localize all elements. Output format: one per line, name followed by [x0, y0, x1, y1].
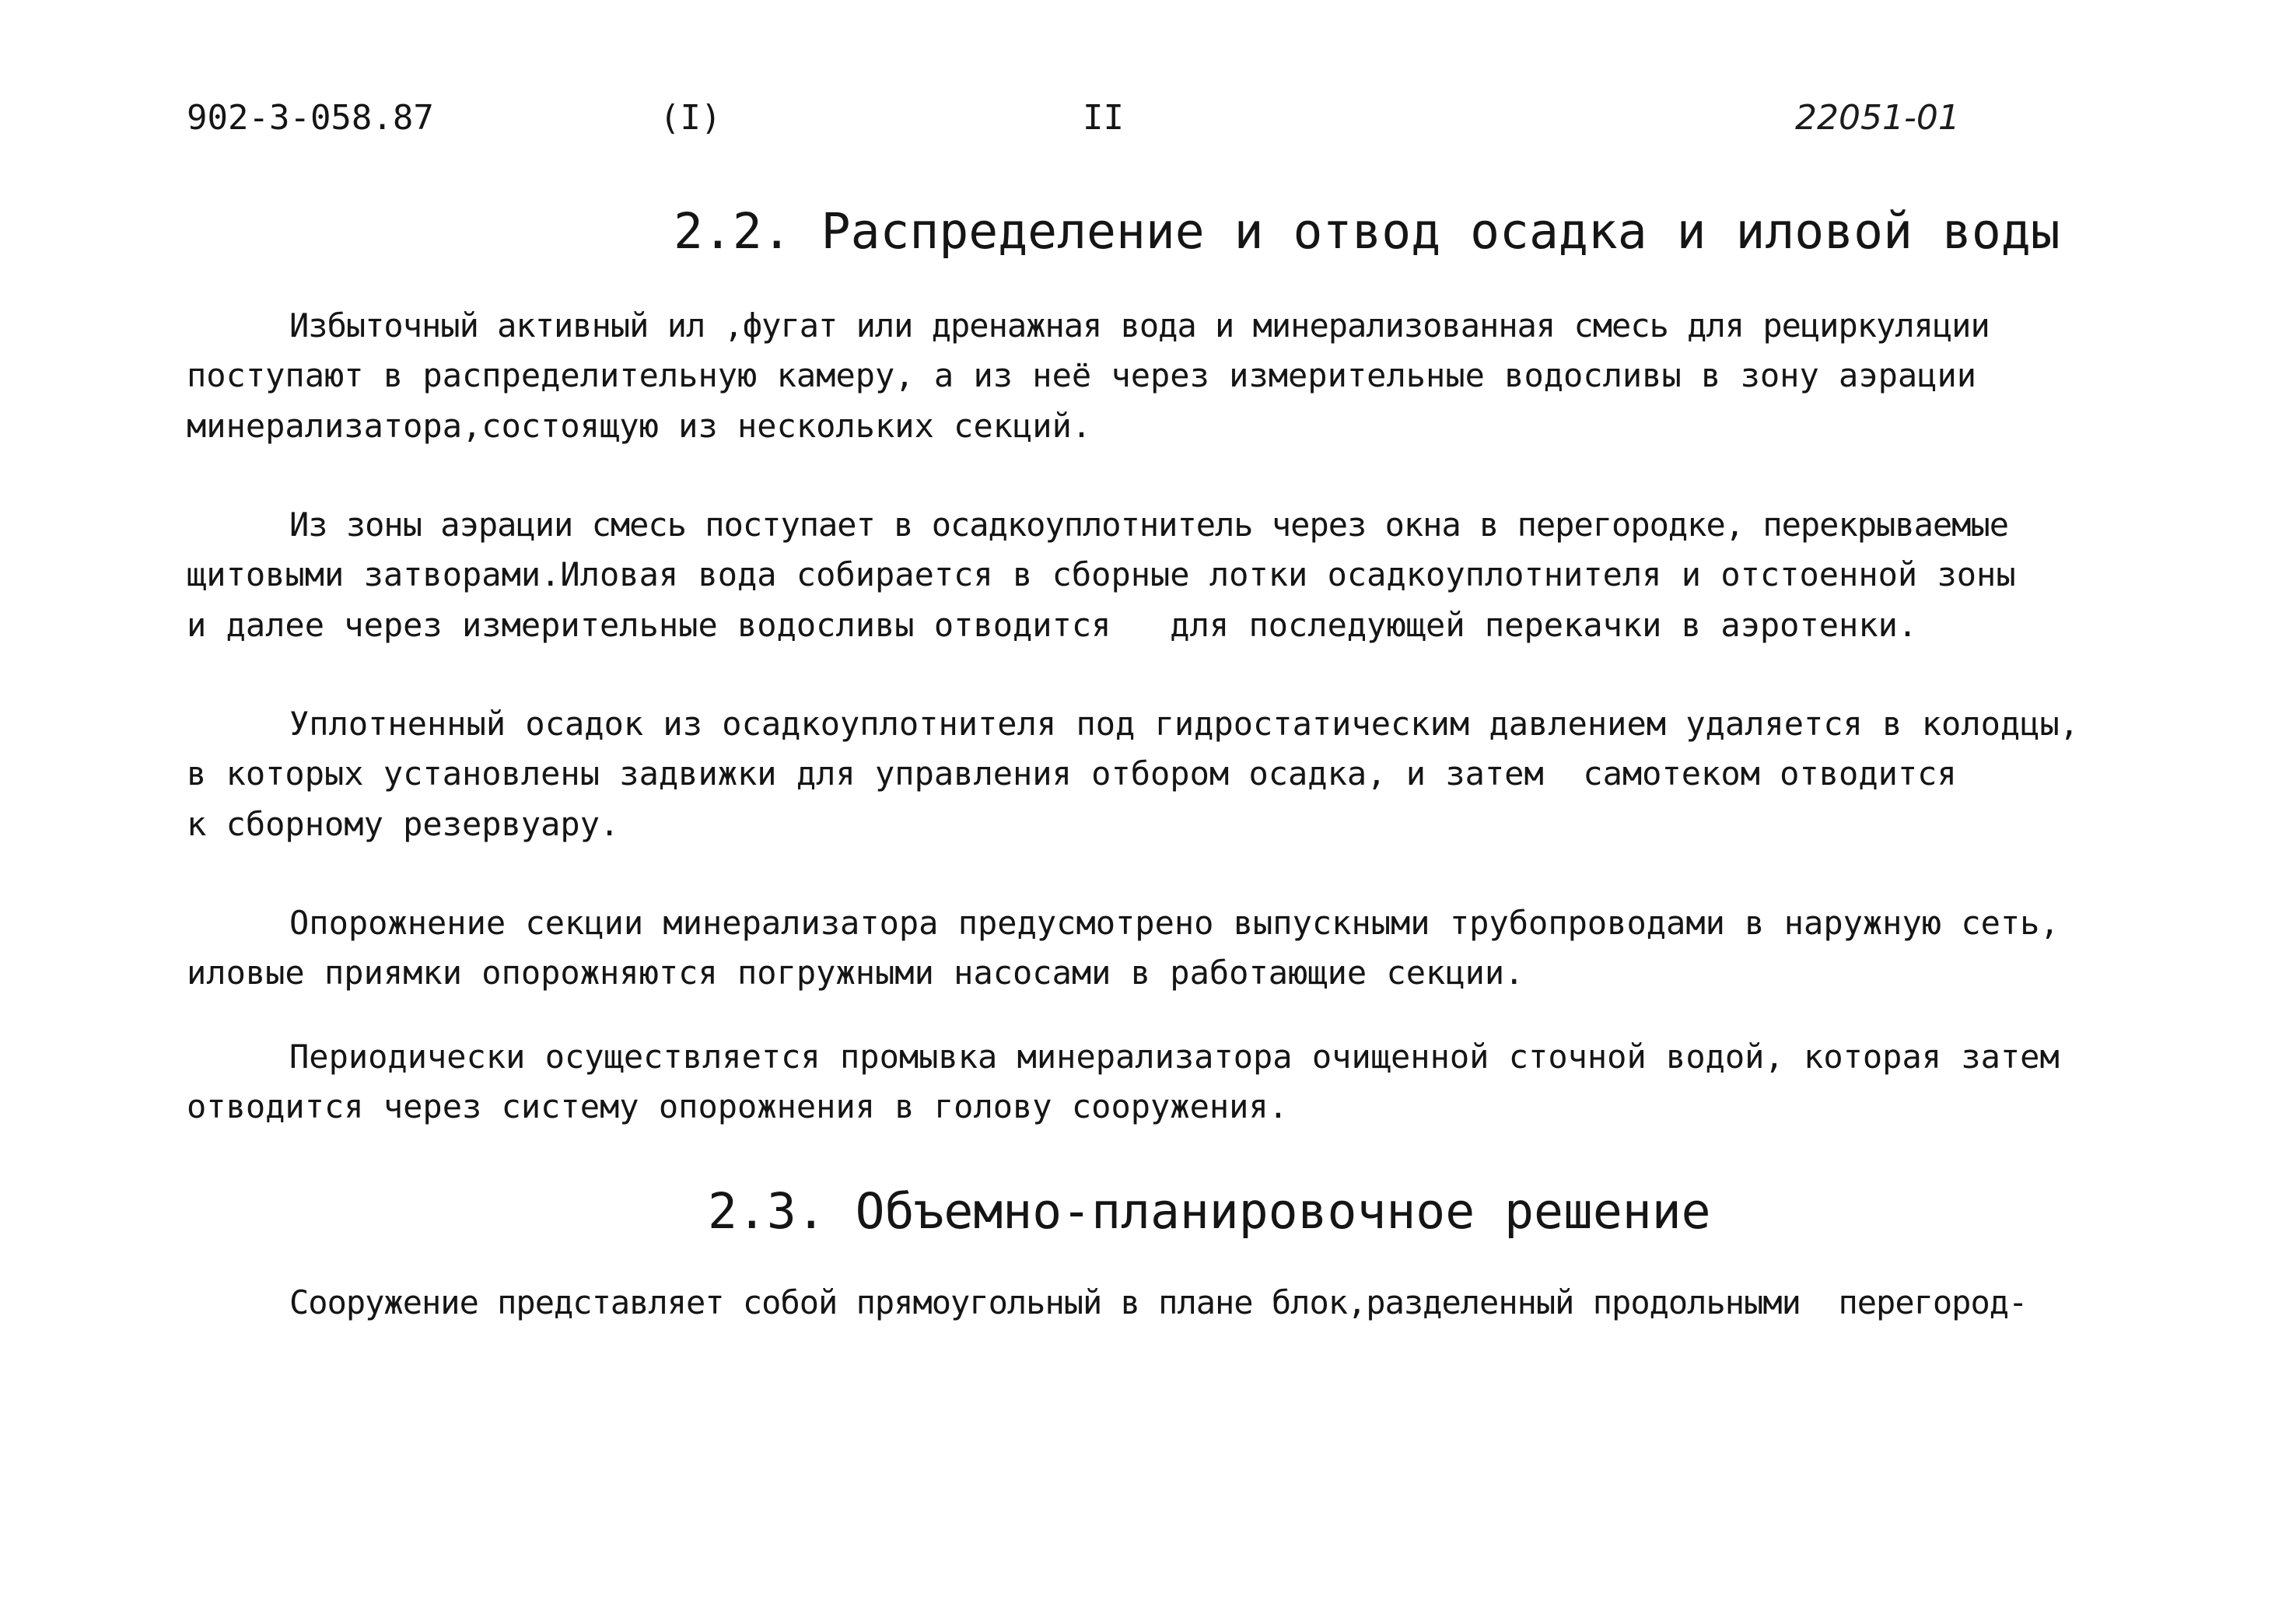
- text-line: отводится через систему опорожнения в голову сооружения.: [187, 1087, 1289, 1125]
- inventory-number: 22051-01: [1795, 98, 1960, 138]
- text-line: щитовыми затворами.Иловая вода собирается в сборные лотки осадкоуплотнителя и отстоенной зоны: [187, 555, 2016, 593]
- album-number: (I): [660, 98, 722, 138]
- text-line: в которых установлены задвижки для управления отбором осадка, и затем самотеком отводится: [187, 754, 1957, 793]
- doc-code: 902-3-058.87: [187, 98, 434, 138]
- text-line: Избыточный активный ил ,фугат или дренажная вода и минерализованная смесь для рециркуляции: [289, 306, 1990, 345]
- text-line: минерализатора,состоящую из нескольких секций.: [187, 407, 1092, 445]
- page-number: II: [1083, 98, 1124, 138]
- text-line: поступают в распределительную камеру, а из неё через измерительные водосливы в зону аэрации: [187, 356, 1977, 394]
- text-line: Уплотненный осадок из осадкоуплотнителя под гидростатическим давлением удаляется в колодцы,: [289, 705, 2080, 743]
- text-line: Опорожнение секции минерализатора предусмотрено выпускными трубопроводами в наружную сеть,: [289, 904, 2060, 942]
- text-line: к сборному резервуару.: [187, 805, 620, 843]
- text-line: иловые приямки опорожняются погружными насосами в работающие секции.: [187, 954, 1524, 992]
- text-line: Из зоны аэрации смесь поступает в осадкоуплотнитель через окна в перегородке, перекрываемые: [289, 506, 2009, 544]
- text-line: и далее через измерительные водосливы отводится для последующей перекачки в аэротенки.: [187, 606, 1918, 644]
- text-line: Сооружение представляет собой прямоугольный в плане блок,разделенный продольными перегород-: [289, 1283, 2028, 1321]
- section-heading-2-2: 2.2. Распределение и отвод осадка и иловой воды: [674, 203, 2060, 260]
- section-heading-2-3: 2.3. Объемно-планировочное решение: [708, 1183, 1711, 1240]
- text-line: Периодически осуществляется промывка минерализатора очищенной сточной водой, которая затем: [289, 1038, 2060, 1076]
